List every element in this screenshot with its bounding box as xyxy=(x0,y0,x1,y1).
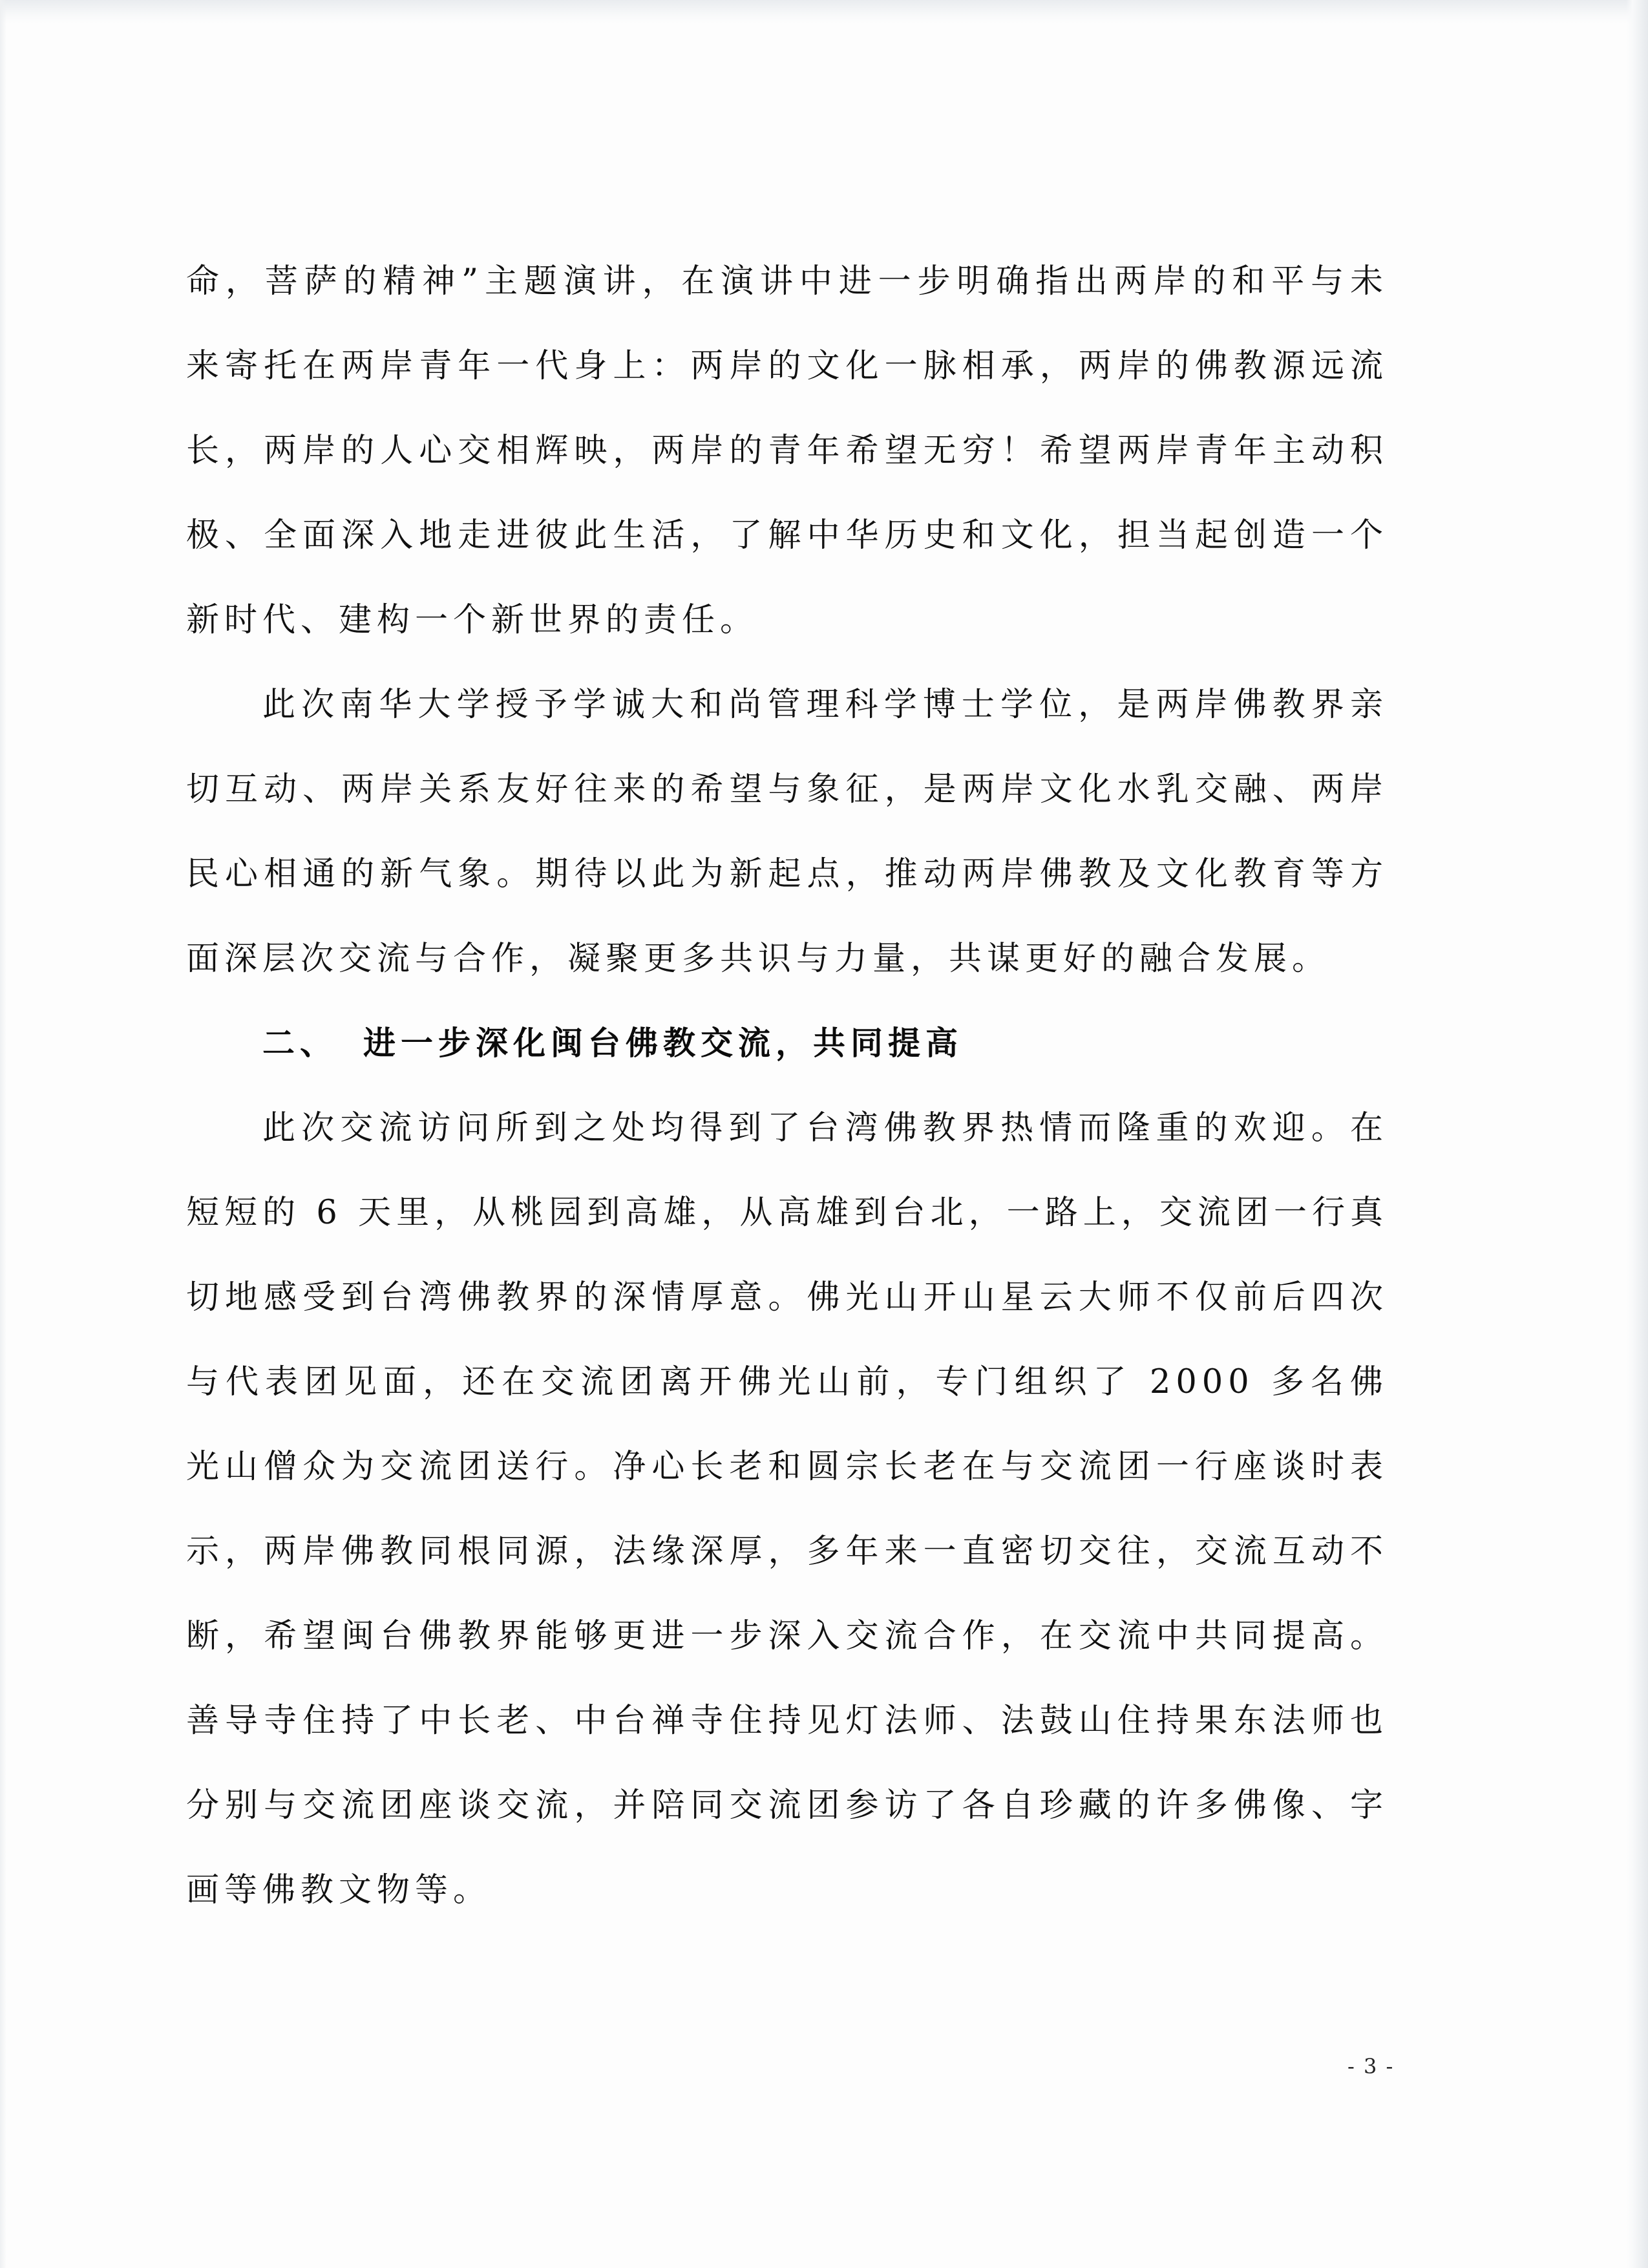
page-number: - 3 - xyxy=(1347,2054,1395,2079)
scan-right-edge xyxy=(1626,0,1648,2268)
section-heading xyxy=(186,1001,1388,1086)
section-heading-title: 进一步深化闽台佛教交流，共同提高 xyxy=(363,1024,963,1062)
paragraph-honorary-degree: 此次南华大学授予学诚大和尚管理科学博士学位，是两岸佛教界亲切互动、两岸关系友好往来的希望与象征，是两岸文化水乳交融、两岸民心相通的新气象。期待以此为新起点，推动两岸佛教及文化教育等方面深层次交流与合作，凝聚更多共识与力量，共谋更好的融合发展。 xyxy=(186,686,1388,978)
paragraph-exchange-visit: 此次交流访问所到之处均得到了台湾佛教界热情而隆重的欢迎。在短短的 6 天里，从桃园到高雄，从高雄到台北，一路上，交流团一行真切地感受到台湾佛教界的深情厚意。佛光山开山星云大师不仅前后四次与代表团见面，还在交流团离开佛光山前，专门组织了 2000 多名佛光山僧众为交流团送行。净心长老和圆宗长老在与交流团一行座谈时表示，两岸佛教同根同源，法缘深厚，多年来一直密切交往，交流互动不断，希望闽台佛教界能够更进一步深入交流合作，在交流中共同提高。善导寺住持了中长老、中台禅寺住持见灯法师、法鼓山住持果东法师也分别与交流团座谈交流，并陪同交流团参访了各自珍藏的许多佛像、字画等佛教文物等。 xyxy=(186,1109,1388,1909)
document-body xyxy=(186,239,1388,1933)
paragraph-speech-continuation: 命，菩萨的精神”主题演讲，在演讲中进一步明确指出两岸的和平与未来寄托在两岸青年一代身上：两岸的文化一脉相承，两岸的佛教源远流长，两岸的人心交相辉映，两岸的青年希望无穷！希望两岸青年主动积极、全面深入地走进彼此生活，了解中华历史和文化，担当起创造一个新时代、建构一个新世界的责任。 xyxy=(186,262,1388,639)
scan-left-edge xyxy=(0,0,6,2268)
section-heading-number: 二、 xyxy=(262,1024,337,1062)
scan-top-edge xyxy=(0,0,1648,23)
